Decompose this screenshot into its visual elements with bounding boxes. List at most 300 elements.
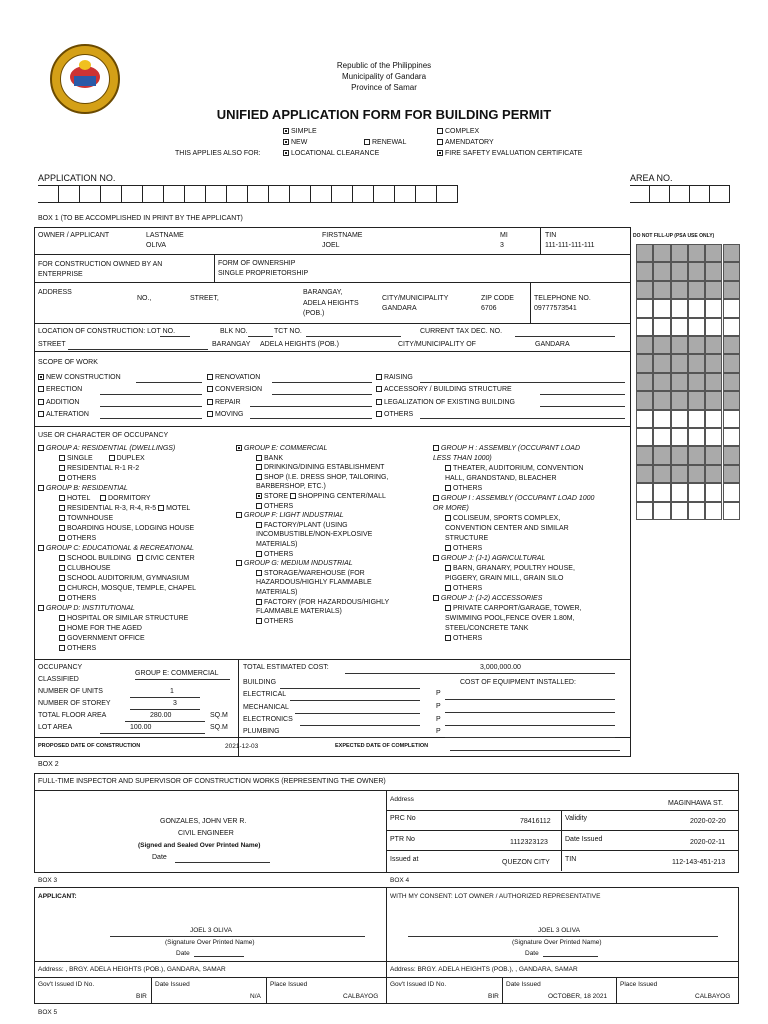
scope-renovation[interactable]: RENOVATION [215, 374, 261, 381]
classified-label: CLASSIFIED [38, 676, 79, 683]
application-no-cell[interactable] [374, 185, 395, 203]
place-issued-label-b3: Place Issued [270, 981, 308, 988]
street2-label: STREET [38, 341, 66, 348]
storey-label: NUMBER OF STOREY [38, 700, 111, 707]
psa-cell [653, 318, 670, 336]
inspector-name[interactable]: GONZALES, JOHN VER R. [160, 818, 247, 825]
zip-label: ZIP CODE [481, 295, 514, 302]
group-d[interactable]: GROUP D: INSTITUTIONAL [46, 605, 135, 612]
group-d-others[interactable]: OTHERS [67, 645, 97, 652]
psa-cell [671, 465, 688, 483]
gov-id-label-b3: Gov't Issued ID No. [38, 981, 95, 988]
psa-cell [705, 502, 722, 520]
psa-cell [688, 373, 705, 391]
application-no-cell[interactable] [101, 185, 122, 203]
psa-cell [688, 446, 705, 464]
psa-cell [723, 244, 740, 262]
application-no-cell[interactable] [164, 185, 185, 203]
psa-cell [723, 299, 740, 317]
tct-label: TCT NO. [274, 328, 302, 335]
applicant-label: APPLICANT: [38, 893, 77, 900]
psa-cell [723, 410, 740, 428]
building-label: BUILDING [243, 679, 277, 686]
telephone-value[interactable]: 09777573541 [534, 305, 577, 312]
lastname-label: LASTNAME [146, 232, 184, 239]
group-b-dorm[interactable]: DORMITORY [108, 495, 151, 502]
psa-cell [688, 336, 705, 354]
application-no-cell[interactable] [38, 185, 59, 203]
group-f-factory-cont: INCOMBUSTIBLE/NON-EXPLOSIVE [256, 531, 373, 539]
group-a-single[interactable]: SINGLE [67, 455, 93, 462]
psa-cell [653, 354, 670, 372]
group-e-others[interactable]: OTHERS [264, 502, 294, 510]
psa-cell [723, 336, 740, 354]
group-e-dining[interactable]: DRINKING/DINING ESTABLISHMENT [264, 464, 385, 472]
group-j2[interactable]: GROUP J: (J-2) ACCESSORIES [441, 595, 543, 602]
group-j2-carport[interactable]: PRIVATE CARPORT/GARAGE, TOWER, [453, 605, 582, 612]
application-no-cell[interactable] [395, 185, 416, 203]
address-value-b2[interactable]: MAGINHAWA ST. [668, 800, 724, 807]
psa-cell [705, 446, 722, 464]
scope-col2 [207, 372, 262, 421]
psa-cell [653, 373, 670, 391]
occupancy-col2 [236, 444, 431, 626]
consent-name[interactable]: JOEL 3 OLIVA [538, 927, 580, 934]
group-e-shop-cont: BARBERSHOP, ETC.) [256, 483, 326, 491]
issued-at-value[interactable]: QUEZON CITY [502, 859, 550, 866]
psa-cell [688, 244, 705, 262]
group-d-gov[interactable]: GOVERNMENT OFFICE [67, 635, 145, 642]
scope-col3 [376, 372, 515, 421]
box3-label: BOX 3 [38, 877, 58, 884]
area-no-cell[interactable] [670, 185, 690, 203]
area-no-cell[interactable] [710, 185, 730, 203]
occupancy-value[interactable]: GROUP E: COMMERCIAL [135, 670, 219, 677]
psa-cell [705, 336, 722, 354]
box4-label: BOX 4 [390, 877, 410, 884]
psa-cell [671, 244, 688, 262]
group-j1[interactable]: GROUP J: (J-1) AGRICULTURAL [441, 555, 546, 562]
psa-cell [636, 465, 653, 483]
psa-cell [653, 391, 670, 409]
psa-cell [705, 483, 722, 501]
group-h-others[interactable]: OTHERS [453, 485, 483, 492]
box1-heading: BOX 1 (TO BE ACCOMPLISHED IN PRINT BY THE APPLICANT) [38, 215, 243, 222]
psa-cell [723, 446, 740, 464]
psa-cell [705, 262, 722, 280]
p-label: P [436, 690, 441, 697]
psa-cell [653, 281, 670, 299]
group-f-factory-cont2: MATERIALS) [256, 540, 298, 548]
group-e-shop[interactable]: SHOP (I.E. DRESS SHOP, TAILORING, [264, 473, 389, 481]
group-c[interactable]: GROUP C: EDUCATIONAL & RECREATIONAL [46, 545, 194, 552]
group-f-others[interactable]: OTHERS [264, 550, 294, 558]
group-h[interactable]: GROUP H : ASSEMBLY (OCCUPANT LOAD [441, 445, 580, 452]
application-no-label: APPLICATION NO. [38, 173, 116, 183]
area-no-cell[interactable] [690, 185, 710, 203]
psa-cell [688, 502, 705, 520]
psa-cell [705, 354, 722, 372]
group-b-hotel[interactable]: HOTEL [67, 495, 91, 502]
barangay2-value[interactable]: ADELA HEIGHTS (POB.) [260, 341, 339, 348]
floor-area-value[interactable]: 280.00 [150, 712, 172, 719]
psa-cell [671, 373, 688, 391]
application-no-cell[interactable] [437, 185, 458, 203]
total-cost-value[interactable]: 3,000,000.00 [480, 664, 521, 671]
application-no-cell[interactable] [143, 185, 164, 203]
psa-cell [723, 465, 740, 483]
group-i-coliseum-cont2: STRUCTURE [445, 535, 489, 542]
no-label: NO., [137, 295, 152, 302]
occupancy-col3 [433, 444, 628, 644]
date-issued-label-b2: Date Issued [565, 836, 603, 843]
psa-cell [636, 318, 653, 336]
group-i-others[interactable]: OTHERS [453, 545, 483, 552]
group-h-theater[interactable]: THEATER, AUDITORIUM, CONVENTION [453, 465, 584, 472]
ptr-value[interactable]: 1112323123 [510, 839, 548, 846]
place-issued-value-b4[interactable]: CALBAYOG [695, 993, 731, 1000]
group-g-factory[interactable]: FACTORY (FOR HAZARDOUS/HIGHLY [264, 598, 390, 606]
psa-cell [705, 391, 722, 409]
psa-cell [636, 428, 653, 446]
plumbing-label: PLUMBING [243, 728, 280, 735]
date-issued-value-b3[interactable]: N/A [250, 993, 261, 1000]
psa-cell [688, 281, 705, 299]
application-no-cell[interactable] [206, 185, 227, 203]
locational-clearance-option[interactable]: LOCATIONAL CLEARANCE [291, 150, 380, 157]
scope-repair[interactable]: REPAIR [215, 398, 241, 406]
psa-cell [723, 281, 740, 299]
group-g-storage-cont: HAZARDOUS/HIGHLY FLAMMABLE [256, 579, 372, 587]
group-c-church[interactable]: CHURCH, MOSQUE, TEMPLE, CHAPEL [67, 585, 197, 592]
applicant-sig-caption: (Signature Over Printed Name) [165, 939, 255, 946]
group-e-mall[interactable]: SHOPPING CENTER/MALL [297, 492, 386, 500]
lot-area-value[interactable]: 100.00 [130, 724, 152, 731]
group-g-others[interactable]: OTHERS [264, 617, 294, 625]
occupancy-label: OCCUPANCY [38, 664, 83, 671]
form-title: UNIFIED APPLICATION FORM FOR BUILDING PERMIT [216, 107, 552, 122]
psa-cell [671, 502, 688, 520]
application-no-cell[interactable] [248, 185, 269, 203]
group-j2-carport-cont: SWIMMING POOL,FENCE OVER 1.80M, [445, 615, 575, 622]
firstname-label: FIRSTNAME [322, 232, 363, 239]
psa-cell [705, 244, 722, 262]
date-issued-label-b3: Date Issued [155, 981, 190, 988]
group-h-cont: LESS THAN 1000) [433, 455, 492, 462]
psa-cell [723, 502, 740, 520]
area-no-cell[interactable] [630, 185, 650, 203]
group-i-coliseum-cont: CONVENTION CENTER AND SIMILAR [445, 525, 569, 532]
scope-legalization[interactable]: LEGALIZATION OF EXISTING BUILDING [384, 398, 515, 406]
psa-cell [688, 465, 705, 483]
group-a-duplex[interactable]: DUPLEX [116, 455, 145, 462]
floor-area-label: TOTAL FLOOR AREA [38, 712, 107, 719]
psa-cell [653, 502, 670, 520]
application-no-cell[interactable] [59, 185, 80, 203]
expected-date-label: EXPECTED DATE OF COMPLETION [335, 743, 429, 749]
group-a[interactable]: GROUP A: RESIDENTIAL (DWELLINGS) [46, 445, 176, 452]
barangay-value[interactable]: ADELA HEIGHTS (POB.) [303, 300, 359, 317]
group-d-hosp[interactable]: HOSPITAL OR SIMILAR STRUCTURE [67, 615, 189, 622]
mi-label: MI [500, 232, 508, 239]
group-b[interactable]: GROUP B: RESIDENTIAL [46, 485, 128, 492]
zip-value[interactable]: 6706 [481, 305, 497, 312]
scope-new-construction[interactable]: NEW CONSTRUCTION [46, 374, 121, 381]
box2-heading: FULL-TIME INSPECTOR AND SUPERVISOR OF CONSTRUCTION WORKS (REPRESENTING THE OWNER) [38, 778, 386, 785]
application-no-cell[interactable] [332, 185, 353, 203]
city-value[interactable]: GANDARA [382, 305, 417, 312]
psa-cell [653, 262, 670, 280]
psa-cell [671, 410, 688, 428]
group-a-r1[interactable]: RESIDENTIAL R-1 R-2 [67, 465, 140, 472]
complex-option[interactable]: COMPLEX [445, 128, 480, 135]
inspector-date-label: Date [152, 854, 167, 861]
place-issued-label-b4: Place Issued [620, 981, 658, 988]
group-j1-others[interactable]: OTHERS [453, 585, 483, 592]
group-i-coliseum[interactable]: COLISEUM, SPORTS COMPLEX, [453, 515, 561, 522]
inspector-title: CIVIL ENGINEER [178, 830, 234, 837]
psa-cell [636, 373, 653, 391]
scope-heading: SCOPE OF WORK [38, 359, 98, 366]
blk-label: BLK NO. [220, 328, 248, 335]
psa-cell [688, 318, 705, 336]
psa-cell [688, 262, 705, 280]
validity-value[interactable]: 2020-02-20 [690, 818, 726, 825]
enterprise-label: FOR CONSTRUCTION OWNED BY AN ENTERPRISE [38, 261, 163, 278]
group-c-civic[interactable]: CIVIC CENTER [145, 555, 195, 562]
units-label: NUMBER OF UNITS [38, 688, 103, 695]
psa-cell [723, 373, 740, 391]
inspector-signed: (Signed and Sealed Over Printed Name) [138, 842, 261, 849]
group-g[interactable]: GROUP G: MEDIUM INDUSTRIAL [244, 560, 353, 568]
group-b-board[interactable]: BOARDING HOUSE, LODGING HOUSE [67, 525, 195, 532]
occupancy-col1 [38, 444, 233, 654]
group-c-club[interactable]: CLUBHOUSE [67, 565, 111, 572]
group-e[interactable]: GROUP E: COMMERCIAL [244, 445, 328, 452]
group-e-bank[interactable]: BANK [264, 454, 284, 462]
group-g-factory-cont: FLAMMABLE MATERIALS) [256, 608, 342, 616]
psa-cell [636, 354, 653, 372]
consent-sig-caption: (Signature Over Printed Name) [512, 939, 602, 946]
group-a-others[interactable]: OTHERS [67, 475, 97, 482]
psa-cell [653, 465, 670, 483]
scope-alteration[interactable]: ALTERATION [46, 410, 89, 418]
application-no-cell[interactable] [290, 185, 311, 203]
psa-cell [705, 281, 722, 299]
equipment-label: COST OF EQUIPMENT INSTALLED: [460, 679, 576, 686]
application-no-cell[interactable] [269, 185, 290, 203]
electronics-label: ELECTRONICS [243, 716, 293, 723]
psa-cell [705, 465, 722, 483]
scope-addition[interactable]: ADDITION [46, 398, 80, 406]
psa-cell [636, 262, 653, 280]
box5-label: BOX 5 [38, 1009, 58, 1016]
psa-cell [636, 483, 653, 501]
psa-cell [705, 410, 722, 428]
group-j2-carport-cont2: STEEL/CONCRETE TANK [445, 625, 529, 632]
psa-cell [671, 262, 688, 280]
group-c-others[interactable]: OTHERS [67, 595, 97, 602]
psa-use-label: DO NOT FILL-UP (PSA USE ONLY) [633, 233, 715, 239]
group-e-store[interactable]: STORE [264, 492, 288, 500]
storey-value[interactable]: 3 [173, 700, 177, 707]
applies-label: THIS APPLIES ALSO FOR: [175, 150, 261, 157]
psa-cell [688, 483, 705, 501]
group-b-motel[interactable]: MOTEL [166, 505, 191, 512]
validity-label: Validity [565, 815, 588, 822]
proposed-date-value[interactable]: 2021-12-03 [225, 743, 259, 750]
psa-cell [705, 299, 722, 317]
group-b-r3[interactable]: RESIDENTIAL R-3, R-4, R-5 [67, 505, 157, 512]
group-b-town[interactable]: TOWNHOUSE [67, 515, 114, 522]
group-c-aud[interactable]: SCHOOL AUDITORIUM, GYMNASIUM [67, 575, 190, 582]
lastname-value[interactable]: OLIVA [146, 242, 167, 249]
psa-cell [653, 410, 670, 428]
psa-grid [636, 244, 740, 520]
fire-safety-option[interactable]: FIRE SAFETY EVALUATION CERTIFICATE [445, 150, 583, 157]
psa-cell [653, 244, 670, 262]
psa-cell [653, 336, 670, 354]
total-cost-label: TOTAL ESTIMATED COST: [243, 664, 329, 671]
lot-sqm: SQ.M [210, 724, 228, 731]
psa-cell [671, 354, 688, 372]
psa-cell [636, 336, 653, 354]
gov-id-value-b4[interactable]: BIR [488, 993, 499, 1000]
address-label-b2: Address [390, 796, 414, 803]
municipality-text: Municipality of Gandara [341, 72, 427, 81]
gov-id-value-b3[interactable]: BIR [136, 993, 147, 1000]
psa-cell [636, 391, 653, 409]
area-no-boxes[interactable] [630, 185, 730, 203]
units-value[interactable]: 1 [170, 688, 174, 695]
group-i[interactable]: GROUP I : ASSEMBLY (OCCUPANT LOAD 1000 [441, 495, 595, 502]
lot-area-label: LOT AREA [38, 724, 73, 731]
group-f-factory[interactable]: FACTORY/PLANT (USING [264, 521, 348, 529]
application-no-cell[interactable] [416, 185, 437, 203]
mi-value[interactable]: 3 [500, 242, 504, 249]
group-i-cont: OR MORE) [433, 505, 469, 512]
tin-label: TIN [545, 232, 557, 239]
taxdec-label: CURRENT TAX DEC. NO. [420, 328, 503, 335]
area-no-cell[interactable] [650, 185, 670, 203]
occupancy-heading: USE OR CHARACTER OF OCCUPANCY [38, 432, 169, 439]
psa-cell [688, 428, 705, 446]
city-label: CITY/MUNICIPALITY [382, 295, 449, 302]
psa-cell [723, 354, 740, 372]
psa-cell [653, 446, 670, 464]
tin-value-b2[interactable]: 112-143-451-213 [672, 859, 726, 866]
prc-label: PRC No [390, 815, 416, 822]
applicant-name[interactable]: JOEL 3 OLIVA [190, 927, 232, 934]
tin-value[interactable]: 111-111-111-111 [545, 242, 595, 249]
group-c-school[interactable]: SCHOOL BUILDING [67, 555, 132, 562]
group-j1-barn[interactable]: BARN, GRANARY, POULTRY HOUSE, [453, 565, 575, 572]
psa-cell [688, 391, 705, 409]
group-g-storage-cont2: MATERIALS) [256, 588, 298, 596]
group-d-home[interactable]: HOME FOR THE AGED [67, 625, 142, 632]
psa-cell [723, 428, 740, 446]
simple-option[interactable]: SIMPLE [291, 128, 317, 135]
application-no-cell[interactable] [353, 185, 374, 203]
gov-id-label-b4: Gov't Issued ID No. [390, 981, 447, 988]
psa-cell [653, 483, 670, 501]
address-label: ADDRESS [38, 289, 72, 296]
scope-conversion[interactable]: CONVERSION [215, 386, 263, 394]
application-no-cell[interactable] [227, 185, 248, 203]
psa-cell [688, 410, 705, 428]
group-b-others[interactable]: OTHERS [67, 535, 97, 542]
psa-cell [705, 428, 722, 446]
application-no-cell[interactable] [80, 185, 101, 203]
box2-label: BOX 2 [38, 761, 59, 768]
renewal-option[interactable]: RENEWAL [372, 139, 407, 146]
scope-others[interactable]: OTHERS [384, 410, 414, 418]
owner-label: OWNER / APPLICANT [38, 232, 110, 239]
consent-address[interactable]: Address: BRGY. ADELA HEIGHTS (POB.), , GANDARA, SAMAR [390, 966, 578, 973]
psa-cell [671, 483, 688, 501]
psa-cell [688, 299, 705, 317]
application-no-cell[interactable] [122, 185, 143, 203]
psa-cell [723, 262, 740, 280]
psa-cell [636, 281, 653, 299]
location-label: LOCATION OF CONSTRUCTION: LOT NO. [38, 328, 176, 335]
psa-cell [636, 502, 653, 520]
proposed-date-label: PROPOSED DATE OF CONSTRUCTION [38, 743, 141, 749]
psa-cell [636, 446, 653, 464]
republic-text: Republic of the Philippines [336, 61, 432, 70]
application-no-cell[interactable] [185, 185, 206, 203]
ownership-label: FORM OF OWNERSHIP [218, 260, 296, 267]
scope-moving[interactable]: MOVING [215, 410, 244, 418]
ownership-value[interactable]: SINGLE PROPRIETORSHIP [218, 270, 309, 277]
new-option[interactable]: NEW [291, 139, 308, 146]
group-j2-others[interactable]: OTHERS [453, 635, 483, 642]
barangay2-label: BARANGAY [212, 341, 251, 348]
psa-cell [671, 446, 688, 464]
psa-cell [723, 391, 740, 409]
psa-cell [636, 299, 653, 317]
group-j1-barn-cont: PIGGERY, GRAIN MILL, GRAIN SILO [445, 575, 564, 582]
group-f[interactable]: GROUP F: LIGHT INDUSTRIAL [244, 512, 344, 520]
area-no-label: AREA NO. [630, 173, 673, 183]
tin-label-b2: TIN [565, 856, 577, 863]
psa-cell [653, 428, 670, 446]
group-g-storage[interactable]: STORAGE/WAREHOUSE (FOR [264, 569, 365, 577]
scope-accessory[interactable]: ACCESSORY / BUILDING STRUCTURE [384, 386, 512, 394]
application-no-boxes[interactable] [38, 185, 458, 203]
firstname-value[interactable]: JOEL [322, 242, 340, 249]
p-label: P [436, 716, 441, 723]
amendatory-option[interactable]: AMENDATORY [445, 139, 494, 146]
applicant-date-label: Date [176, 950, 190, 957]
city2-value[interactable]: GANDARA [535, 341, 570, 348]
scope-erection[interactable]: ERECTION [46, 386, 83, 394]
date-issued-value-b2[interactable]: 2020-02-11 [690, 839, 726, 846]
date-issued-value-b4[interactable]: OCTOBER, 18 2021 [548, 993, 608, 1000]
psa-cell [671, 428, 688, 446]
application-no-cell[interactable] [311, 185, 332, 203]
psa-cell [723, 483, 740, 501]
scope-raising[interactable]: RAISING [384, 374, 413, 381]
psa-cell [671, 299, 688, 317]
psa-cell [671, 391, 688, 409]
p-label: P [436, 703, 441, 710]
psa-cell [723, 318, 740, 336]
prc-value[interactable]: 78416112 [520, 818, 551, 825]
applicant-address[interactable]: Address: , BRGY. ADELA HEIGHTS (POB.), GANDARA, SAMAR [38, 966, 226, 973]
electrical-label: ELECTRICAL [243, 691, 287, 698]
place-issued-value-b3[interactable]: CALBAYOG [343, 993, 379, 1000]
